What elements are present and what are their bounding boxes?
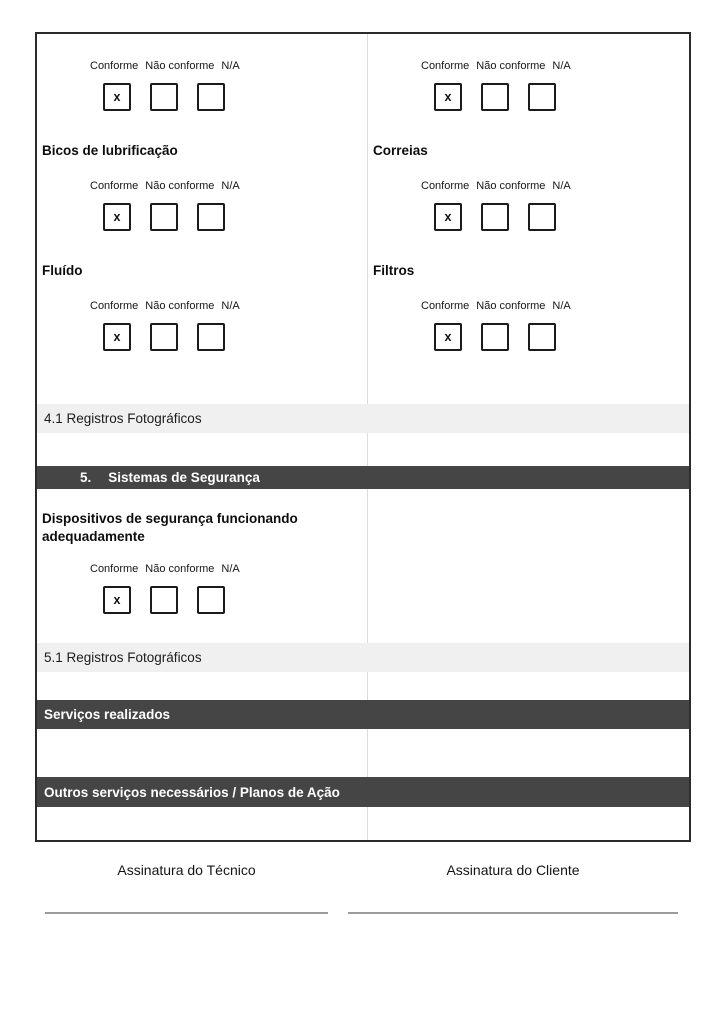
technician-signature-line	[45, 912, 328, 914]
subsection-4-1	[37, 404, 689, 433]
subsection-4-1-label: 4.1 Registros Fotográficos	[44, 411, 202, 426]
option-label-conforme: Conforme	[90, 60, 139, 72]
item-label-filtros: Filtros	[373, 263, 415, 278]
option-label-na: N/A	[552, 180, 571, 192]
option-label-nao-conforme: Não conforme	[145, 300, 215, 312]
subsection-5-1	[37, 643, 689, 672]
checkbox-group-dispositivos	[90, 563, 367, 614]
checkbox-nao-conforme[interactable]	[150, 586, 178, 614]
checkbox-conforme[interactable]: x	[103, 323, 131, 351]
checkbox-conforme[interactable]: x	[103, 83, 131, 111]
client-signature-line	[348, 912, 678, 914]
empty-cell	[37, 729, 367, 777]
empty-cell	[367, 807, 689, 840]
checkbox-row	[434, 83, 689, 111]
option-label-nao-conforme: Não conforme	[145, 180, 215, 192]
checkbox-na[interactable]	[197, 83, 225, 111]
table-row	[37, 34, 689, 130]
checkbox-row	[434, 323, 689, 351]
section-header-servicos	[37, 700, 689, 729]
option-label-conforme: Conforme	[421, 60, 470, 72]
section-header-5	[37, 466, 689, 489]
checkbox-na[interactable]	[197, 323, 225, 351]
checkbox-group-correias	[421, 180, 689, 231]
checkbox-group-top-left	[90, 60, 367, 111]
checkbox-na[interactable]	[528, 83, 556, 111]
option-label-conforme: Conforme	[421, 180, 470, 192]
option-label-nao-conforme: Não conforme	[476, 300, 546, 312]
checkbox-option-labels	[421, 180, 689, 192]
section-5-title: Sistemas de Segurança	[108, 470, 260, 485]
checkbox-nao-conforme[interactable]	[481, 83, 509, 111]
cell-left	[37, 34, 367, 130]
client-signature-block	[348, 862, 678, 914]
checkbox-conforme[interactable]: x	[434, 203, 462, 231]
checkbox-option-labels	[421, 300, 689, 312]
checkbox-row	[103, 586, 367, 614]
checkbox-nao-conforme[interactable]	[150, 203, 178, 231]
option-label-conforme: Conforme	[90, 300, 139, 312]
checkbox-conforme[interactable]: x	[434, 323, 462, 351]
section-header-outros	[37, 777, 689, 807]
cell-right	[367, 130, 689, 250]
checkbox-option-labels	[421, 60, 689, 72]
empty-cell	[37, 807, 367, 840]
table-row	[37, 489, 689, 643]
section-5-number: 5.	[80, 470, 92, 485]
checkbox-nao-conforme[interactable]	[481, 323, 509, 351]
item-label-correias: Correias	[373, 143, 428, 158]
checklist-table	[35, 32, 691, 842]
checkbox-na[interactable]	[197, 203, 225, 231]
client-signature-label: Assinatura do Cliente	[446, 862, 580, 878]
table-row	[37, 130, 689, 250]
option-label-nao-conforme: Não conforme	[476, 180, 546, 192]
empty-row	[37, 729, 689, 777]
checkbox-option-labels	[90, 563, 367, 575]
subsection-5-1-label: 5.1 Registros Fotográficos	[44, 650, 202, 665]
checkbox-conforme[interactable]: x	[434, 83, 462, 111]
checkbox-nao-conforme[interactable]	[481, 203, 509, 231]
checkbox-na[interactable]	[197, 586, 225, 614]
option-label-na: N/A	[552, 60, 571, 72]
empty-cell	[37, 672, 367, 700]
cell-left	[37, 250, 367, 404]
empty-cell	[367, 672, 689, 700]
option-label-conforme: Conforme	[90, 563, 139, 575]
checkbox-option-labels	[90, 60, 367, 72]
empty-cell	[367, 433, 689, 466]
checkbox-row	[103, 323, 367, 351]
checkbox-na[interactable]	[528, 203, 556, 231]
option-label-na: N/A	[221, 300, 240, 312]
option-label-conforme: Conforme	[421, 300, 470, 312]
checkbox-nao-conforme[interactable]	[150, 323, 178, 351]
signature-section	[45, 862, 680, 914]
checkbox-nao-conforme[interactable]	[150, 83, 178, 111]
item-label-dispositivos: Dispositivos de segurança funcionando adequadamente	[42, 511, 298, 544]
option-label-nao-conforme: Não conforme	[476, 60, 546, 72]
technician-signature-label: Assinatura do Técnico	[117, 862, 256, 878]
cell-right	[367, 250, 689, 404]
checkbox-row	[434, 203, 689, 231]
checkbox-group-filtros	[421, 300, 689, 351]
checkbox-option-labels	[90, 300, 367, 312]
table-row	[37, 250, 689, 404]
checkbox-group-fluido	[90, 300, 367, 351]
option-label-na: N/A	[221, 60, 240, 72]
option-label-na: N/A	[552, 300, 571, 312]
empty-cell	[367, 489, 689, 643]
cell-right	[367, 34, 689, 130]
checkbox-group-bicos	[90, 180, 367, 231]
section-outros-label: Outros serviços necessários / Planos de Ação	[44, 784, 340, 800]
option-label-na: N/A	[221, 563, 240, 575]
checkbox-conforme[interactable]: x	[103, 203, 131, 231]
item-label-bicos: Bicos de lubrificação	[42, 143, 178, 158]
cell-left	[37, 130, 367, 250]
checkbox-option-labels	[90, 180, 367, 192]
item-label-fluido: Fluído	[42, 263, 83, 278]
checkbox-row	[103, 203, 367, 231]
technician-signature-block	[45, 862, 328, 914]
option-label-nao-conforme: Não conforme	[145, 563, 215, 575]
checkbox-group-top-right	[421, 60, 689, 111]
empty-row	[37, 433, 689, 466]
empty-row	[37, 807, 689, 840]
section-servicos-label: Serviços realizados	[44, 707, 171, 722]
empty-row	[37, 672, 689, 700]
checkbox-na[interactable]	[528, 323, 556, 351]
option-label-na: N/A	[221, 180, 240, 192]
empty-cell	[367, 729, 689, 777]
option-label-nao-conforme: Não conforme	[145, 60, 215, 72]
empty-cell	[37, 433, 367, 466]
checkbox-conforme[interactable]: x	[103, 586, 131, 614]
option-label-conforme: Conforme	[90, 180, 139, 192]
checkbox-row	[103, 83, 367, 111]
cell-left	[37, 489, 367, 643]
